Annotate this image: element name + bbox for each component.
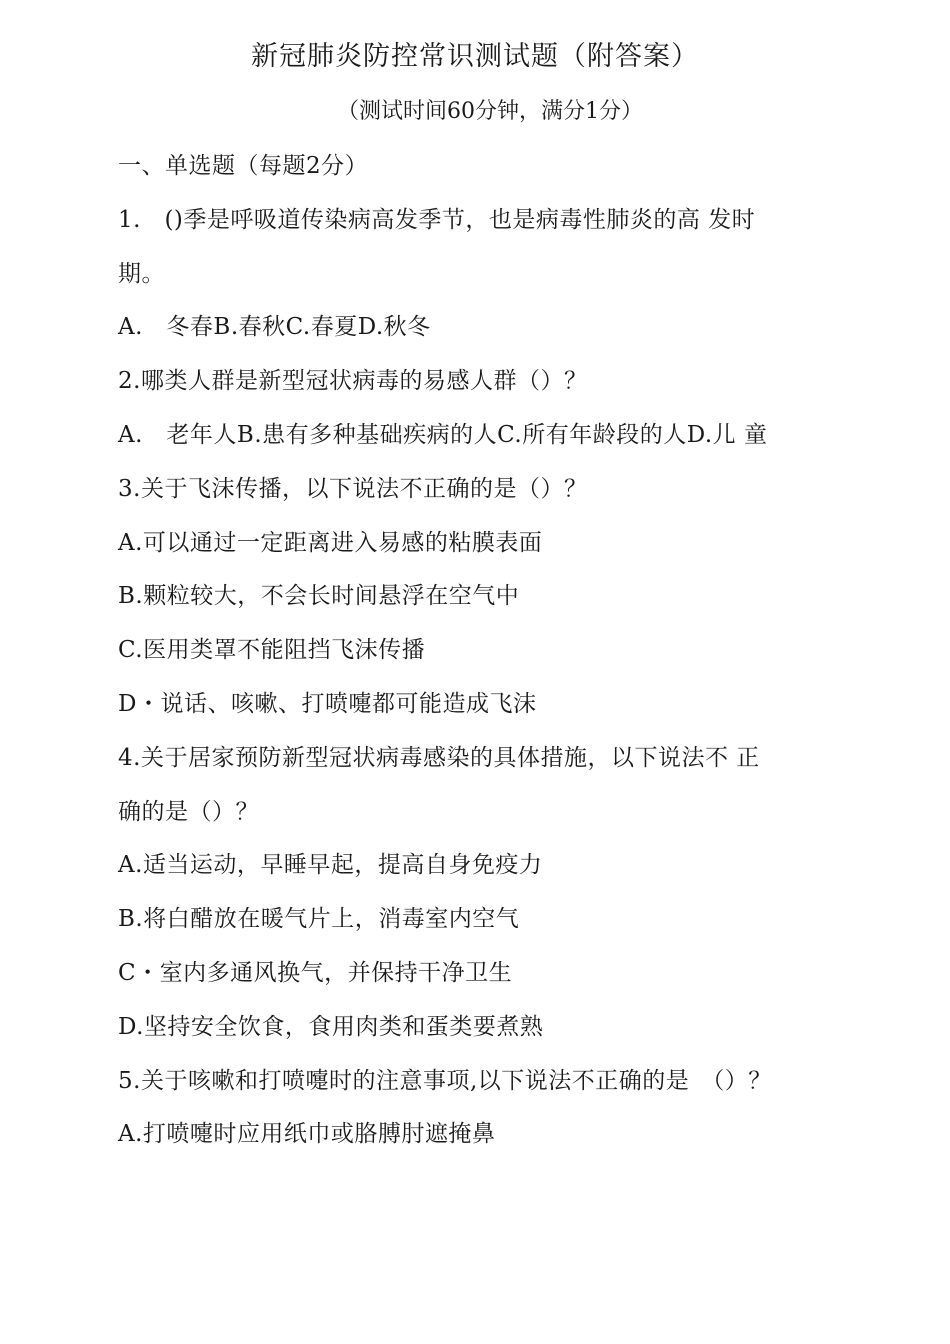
option-line: A.打喷嚏时应用纸巾或胳膊肘遮掩鼻 bbox=[118, 1121, 496, 1148]
question-line: 3.关于飞沫传播，以下说法不正确的是（）？ bbox=[118, 475, 588, 502]
options-line: A. 冬春B.春秋C.春夏D.秋冬 bbox=[118, 314, 431, 341]
question-line: 5.关于咳嗽和打喷嚏时的注意事项,以下说法不正确的是 （）？ bbox=[118, 1067, 772, 1094]
question-body bbox=[118, 140, 858, 1162]
question-line: 期。 bbox=[118, 260, 165, 287]
option-line: A.可以通过一定距离进入易感的粘膜表面 bbox=[118, 529, 543, 556]
option-line: A.适当运动，早睡早起，提高自身免疫力 bbox=[118, 852, 543, 879]
question-line: 1. ()季是呼吸道传染病高发季节，也是病毒性肺炎的高 发时 bbox=[118, 206, 756, 233]
option-line: D.坚持安全饮食，食用肉类和蛋类要煮熟 bbox=[118, 1013, 544, 1040]
document-title: 新冠肺炎防控常识测试题（附答案） bbox=[251, 41, 699, 72]
option-line: B.颗粒较大，不会长时间悬浮在空气中 bbox=[118, 583, 520, 610]
section-heading: 一、单选题（每题2分） bbox=[118, 153, 369, 179]
option-line: C.医用类罩不能阻挡飞沫传播 bbox=[118, 637, 426, 664]
question-line: 2.哪类人群是新型冠状病毒的易感人群（）？ bbox=[118, 368, 588, 395]
question-line: 确的是（）？ bbox=[118, 798, 259, 825]
option-line: C・室内多通风换气，并保持干净卫生 bbox=[118, 959, 513, 986]
option-line: D・说话、咳嗽、打喷嚏都可能造成飞沫 bbox=[118, 690, 537, 717]
document-subtitle: （测试时间60分钟，满分1分） bbox=[337, 99, 643, 124]
question-line: 4.关于居家预防新型冠状病毒感染的具体措施，以下说法不 正 bbox=[118, 744, 760, 771]
options-line: A. 老年人B.患有多种基础疾病的人C.所有年龄段的人D.儿 童 bbox=[118, 421, 768, 448]
option-line: B.将白醋放在暖气片上，消毒室内空气 bbox=[118, 906, 520, 933]
